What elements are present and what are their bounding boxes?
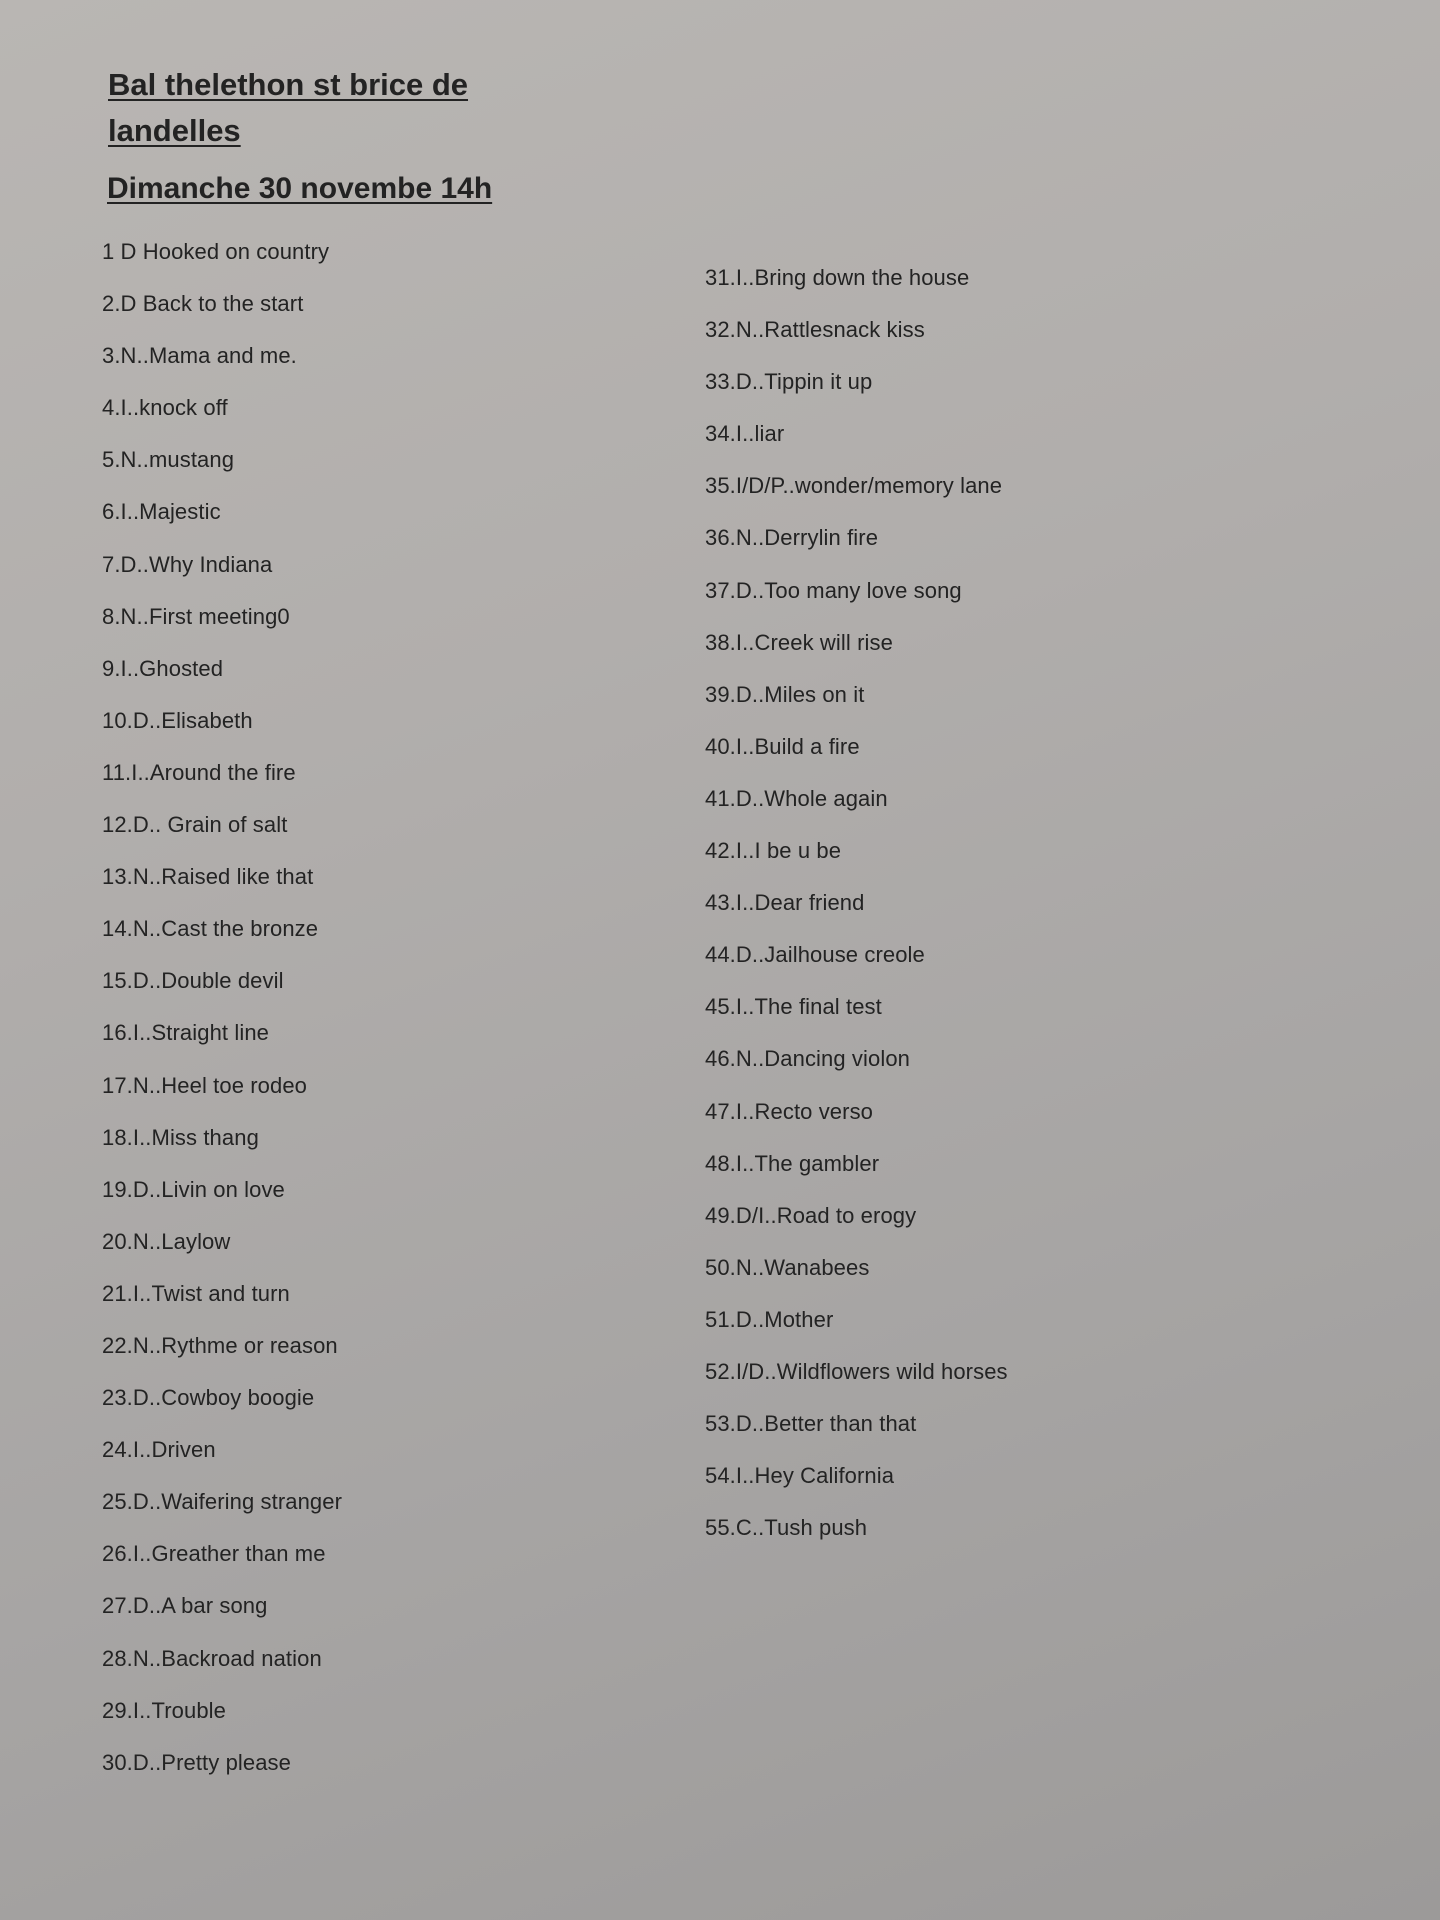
list-item: 6.I..Majestic xyxy=(102,499,221,525)
list-item: 1 D Hooked on country xyxy=(102,239,330,264)
list-item: 19.D..Livin on love xyxy=(102,1176,285,1202)
list-item: 3.N..Mama and me. xyxy=(102,343,297,369)
list-item: 31.I..Bring down the house xyxy=(705,265,970,290)
list-item: 30.D..Pretty please xyxy=(102,1749,291,1775)
list-item: 47.I..Recto verso xyxy=(705,1098,873,1124)
list-item: 32.N..Rattlesnack kiss xyxy=(705,317,925,343)
list-item: 29.I..Trouble xyxy=(102,1697,226,1723)
list-item: 43.I..Dear friend xyxy=(705,890,865,916)
list-item: 20.N..Laylow xyxy=(102,1228,231,1254)
list-item: 37.D..Too many love song xyxy=(705,577,962,603)
list-item: 36.N..Derrylin fire xyxy=(705,525,879,551)
list-item: 23.D..Cowboy boogie xyxy=(102,1385,315,1411)
list-item: 16.I..Straight line xyxy=(102,1020,269,1046)
list-item: 34.I..liar xyxy=(705,421,785,447)
list-item: 51.D..Mother xyxy=(705,1306,834,1332)
list-item: 5.N..mustang xyxy=(102,447,235,473)
list-item: 15.D..Double devil xyxy=(102,968,284,994)
list-item: 28.N..Backroad nation xyxy=(102,1645,322,1671)
list-item: 41.D..Whole again xyxy=(705,785,888,811)
list-item: 2.D Back to the start xyxy=(102,291,304,317)
list-item: 18.I..Miss thang xyxy=(102,1124,259,1150)
list-item: 24.I..Driven xyxy=(102,1437,216,1463)
list-item: 13.N..Raised like that xyxy=(102,864,314,890)
list-item: 17.N..Heel toe rodeo xyxy=(102,1072,308,1098)
list-item: 4.I..knock off xyxy=(102,395,228,421)
list-item: 26.I..Greather than me xyxy=(102,1541,326,1567)
list-item: 42.I..I be u be xyxy=(705,838,842,864)
title-line-2: landelles xyxy=(108,113,241,148)
list-item: 39.D..Miles on it xyxy=(705,681,865,707)
list-item: 22.N..Rythme or reason xyxy=(102,1332,338,1358)
list-item: 33.D..Tippin it up xyxy=(705,369,873,395)
list-item: 27.D..A bar song xyxy=(102,1593,268,1619)
list-item: 45.I..The final test xyxy=(705,994,882,1020)
list-item: 55.C..Tush push xyxy=(705,1515,868,1541)
list-item: 21.I..Twist and turn xyxy=(102,1280,290,1306)
list-item: 14.N..Cast the bronze xyxy=(102,916,319,942)
list-item: 35.I/D/P..wonder/memory lane xyxy=(705,473,1003,499)
dance-list-right xyxy=(705,264,1008,1566)
list-item: 54.I..Hey California xyxy=(705,1463,895,1489)
list-item: 10.D..Elisabeth xyxy=(102,707,253,733)
list-item: 49.D/I..Road to erogy xyxy=(705,1202,917,1228)
list-item: 44.D..Jailhouse creole xyxy=(705,942,925,968)
list-item: 38.I..Creek will rise xyxy=(705,629,893,655)
list-item: 8.N..First meeting0 xyxy=(102,603,290,629)
title-line-1: Bal thelethon st brice de xyxy=(108,67,469,102)
list-item: 12.D.. Grain of salt xyxy=(102,812,288,838)
list-item: 11.I..Around the fire xyxy=(102,759,296,785)
list-item: 46.N..Dancing violon xyxy=(705,1046,911,1072)
list-item: 53.D..Better than that xyxy=(705,1411,917,1437)
list-item: 25.D..Waifering stranger xyxy=(102,1489,343,1515)
list-item: 9.I..Ghosted xyxy=(102,655,224,681)
list-item: 40.I..Build a fire xyxy=(705,733,860,759)
list-item: 50.N..Wanabees xyxy=(705,1254,870,1280)
dance-list-left xyxy=(102,238,342,1801)
list-item: 48.I..The gambler xyxy=(705,1150,880,1176)
list-item: 52.I/D..Wildflowers wild horses xyxy=(705,1358,1008,1384)
event-date: Dimanche 30 novembe 14h xyxy=(107,172,493,205)
list-item: 7.D..Why Indiana xyxy=(102,551,273,577)
document-title xyxy=(108,62,628,154)
